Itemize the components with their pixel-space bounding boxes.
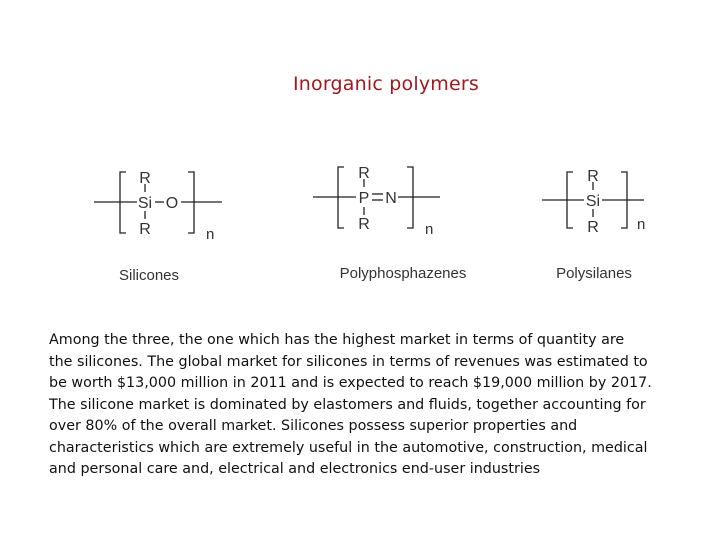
polyphosphazenes-label: Polyphosphazenes (339, 265, 467, 282)
paragraph-line: the silicones. The global market for silicones in terms of revenues was estimated to (49, 353, 648, 370)
polyphosphazenes-atom-center: P (358, 190, 370, 207)
paragraph-line: and personal care and, electrical and electronics end-user industries (49, 461, 541, 477)
polymer-structures (0, 150, 720, 290)
polysilanes-label: Polysilanes (556, 265, 632, 282)
silicones-label: Silicones (118, 267, 180, 284)
silicones-atom-bottom: R (139, 221, 151, 238)
silicones-subscript: n (206, 226, 215, 243)
polyphosphazenes-atom-right: N (385, 190, 397, 207)
polysilanes-subscript: n (637, 216, 646, 233)
silicones-atom-center: Si (137, 195, 153, 212)
paragraph-line: Among the three, the one which has the highest market in terms of quantity are (49, 332, 625, 348)
polyphosphazenes-atom-bottom: R (358, 216, 370, 233)
silicones-atom-top: R (139, 170, 151, 187)
polyphosphazenes-atom-top: R (358, 165, 370, 182)
polysilanes-atom-bottom: R (587, 219, 599, 236)
paragraph-line: The silicone market is dominated by elastomers and fluids, together accounting for (49, 396, 646, 413)
polyphosphazenes-structure (313, 167, 440, 228)
paragraph-line: be worth $13,000 million in 2011 and is expected to reach $19,000 million by 2017. (49, 375, 652, 391)
polyphosphazenes-subscript: n (425, 221, 434, 238)
polysilanes-atom-center: Si (585, 193, 601, 210)
page-title: Inorganic polymers (293, 73, 479, 95)
paragraph-line: characteristics which are extremely useful in the automotive, construction, medical (49, 439, 648, 456)
description-paragraph (49, 330, 667, 481)
polysilanes-atom-top: R (587, 168, 599, 185)
silicones-structure (94, 172, 222, 233)
paragraph-line: over 80% of the overall market. Silicones possess superior properties and (49, 418, 578, 434)
silicones-atom-right: O (165, 195, 179, 212)
